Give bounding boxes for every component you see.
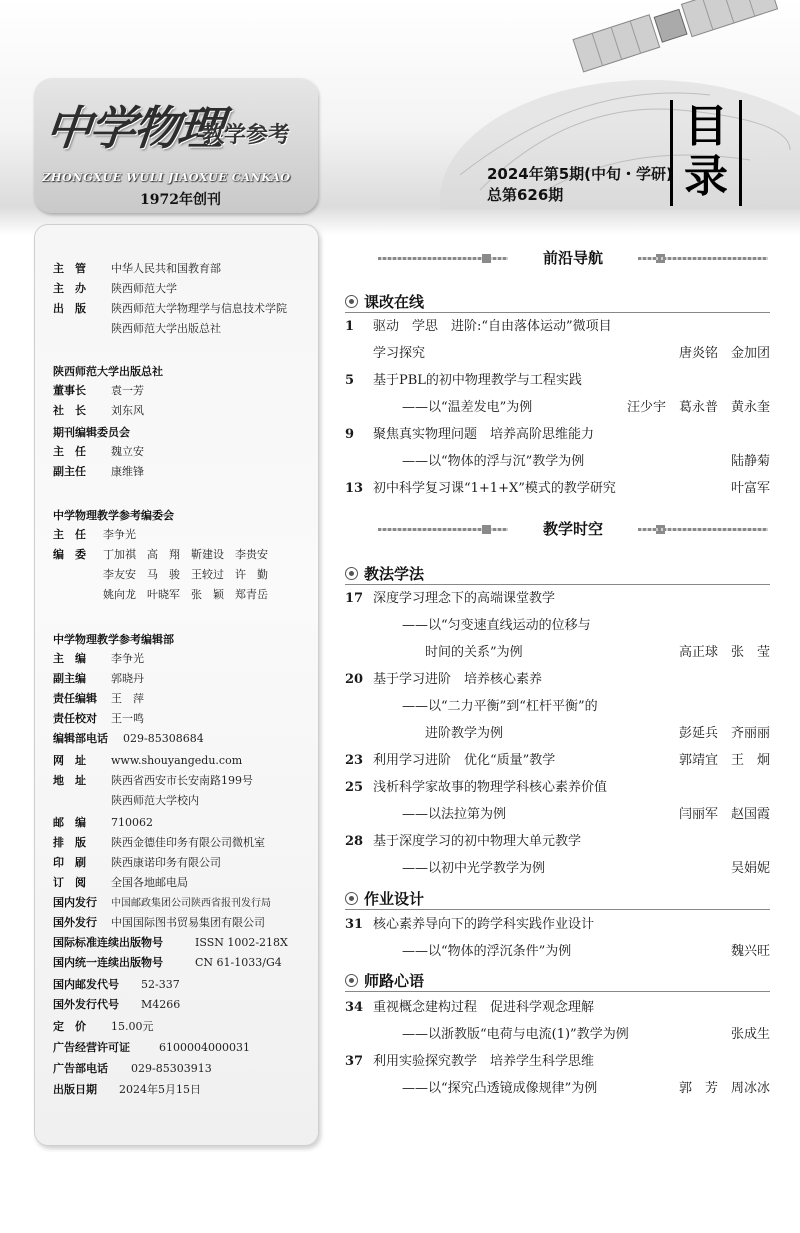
info-row (53, 261, 221, 276)
masthead-info-panel (34, 224, 319, 1146)
info-label: 编辑部电话 (53, 732, 108, 745)
info-value: 康维锋 (111, 465, 144, 478)
info-value: 全国各地邮电局 (111, 876, 188, 889)
info-row (53, 855, 221, 870)
info-value: CN 61-1033/G4 (195, 956, 282, 969)
info-row (53, 547, 268, 562)
article-authors: 彭延兵 齐丽丽 (678, 726, 770, 741)
info-row (53, 915, 265, 930)
article-authors: 郭靖宜 王 炯 (678, 753, 770, 768)
article-authors: 高正球 张 莹 (678, 645, 770, 660)
total-issue-number: 总第626期 (487, 186, 564, 204)
category-methods (345, 563, 424, 584)
info-label: 副主编 (53, 672, 86, 685)
info-value: 中国邮政集团公司陕西省报刊发行局 (111, 898, 271, 909)
info-row (53, 753, 242, 768)
article-subtitle: ——以“物体的浮沉条件”为例 (402, 944, 572, 959)
category-curriculum (345, 291, 424, 312)
info-value: 郭晓丹 (111, 672, 144, 685)
info-value: 15.00元 (111, 1020, 154, 1033)
divider (345, 909, 770, 910)
info-row (53, 977, 180, 992)
info-label: 国内统一连续出版物号 (53, 956, 163, 969)
info-row (53, 444, 144, 459)
info-label: 国内发行 (53, 896, 97, 909)
info-value: 6100004000031 (159, 1041, 250, 1054)
journal-logo-sub: 教学参考 (202, 123, 291, 148)
info-label: 主 任 (53, 528, 86, 541)
toc-entry[interactable] (345, 426, 770, 444)
article-authors: 叶富军 (730, 481, 770, 496)
page-number: 5 (345, 373, 355, 388)
info-value: 029-85303913 (131, 1062, 212, 1075)
bullet-circle-icon (345, 295, 358, 308)
page-number: 28 (345, 834, 364, 849)
info-row (53, 997, 180, 1012)
info-label: 主 编 (53, 652, 86, 665)
article-subtitle: ——以“物体的浮与沉”教学为例 (402, 454, 585, 469)
info-row (53, 567, 268, 582)
info-value: 陕西金德佳印务有限公司微机室 (111, 836, 265, 849)
toc-entry-continuation (345, 453, 770, 471)
page-number: 25 (345, 780, 364, 795)
toc-entry-continuation (345, 345, 770, 363)
info-value: 029-85308684 (123, 732, 204, 745)
article-title: 浅析科学家故事的物理学科核心素养价值 (373, 780, 608, 795)
article-title-line: 学习探究 (373, 346, 426, 361)
page-number: 9 (345, 427, 355, 442)
info-label: 订 阅 (53, 876, 86, 889)
toc-entry-continuation (345, 1026, 770, 1044)
info-label: 出版日期 (53, 1083, 97, 1096)
article-subtitle: 时间的关系”为例 (425, 645, 523, 660)
info-value: 陕西康诺印务有限公司 (111, 856, 221, 869)
toc-entry[interactable] (345, 833, 770, 851)
page-number: 13 (345, 481, 364, 496)
article-title: 基于深度学习的初中物理大单元教学 (373, 834, 582, 849)
category-label: 教法学法 (364, 565, 425, 583)
article-subtitle: ——以初中光学教学为例 (402, 861, 546, 876)
toc-entry-continuation (345, 806, 770, 824)
divider (345, 584, 770, 585)
article-title: 基于学习进阶 培养核心素养 (373, 672, 543, 687)
info-value: 魏立安 (111, 445, 144, 458)
article-title: 驱动 学思 进阶:“自由落体运动”微项目 (373, 319, 612, 334)
editorial-board-heading: 中学物理教学参考编委会 (53, 509, 174, 522)
info-label: 责任校对 (53, 712, 97, 725)
toc-entry[interactable] (345, 1053, 770, 1071)
article-title: 利用学习进阶 优化“质量”教学 (373, 753, 556, 768)
issue-number: 2024年第5期(中旬・学研) (487, 165, 673, 183)
info-label: 编 委 (53, 548, 86, 561)
info-label: 国外发行代号 (53, 998, 119, 1011)
article-subtitle: ——以“二力平衡”到“杠杆平衡”的 (402, 699, 598, 714)
info-label: 社 长 (53, 404, 86, 417)
category-label: 课改在线 (364, 293, 425, 311)
toc-entry-continuation (345, 725, 770, 743)
info-row (53, 773, 253, 788)
info-row (53, 527, 136, 542)
page-number: 17 (345, 591, 364, 606)
info-row (53, 651, 144, 666)
info-label: 主 管 (53, 262, 86, 275)
toc-entry-continuation (345, 943, 770, 961)
toc-entry[interactable] (345, 671, 770, 689)
article-title: 重视概念建构过程 促进科学观念理解 (373, 1000, 595, 1015)
info-row (53, 691, 144, 706)
divider (345, 991, 770, 992)
section-banner-frontier (378, 251, 768, 265)
toc-entry-continuation (345, 399, 770, 417)
bullet-circle-icon (345, 567, 358, 580)
bullet-circle-icon (345, 974, 358, 987)
info-value: 王一鸣 (111, 712, 144, 725)
contents-title (670, 100, 742, 206)
toc-entry-continuation (345, 617, 770, 635)
info-row (53, 464, 144, 479)
info-label: 出 版 (53, 302, 86, 315)
info-row (53, 301, 287, 316)
info-row (53, 793, 199, 808)
section-title-teaching: 教学时空 (539, 520, 607, 538)
page-number: 20 (345, 672, 364, 687)
info-row (53, 383, 144, 398)
info-value: 丁加祺 高 翔 靳建设 李贵安 (103, 548, 268, 561)
page-number: 31 (345, 917, 364, 932)
toc-entry[interactable] (345, 916, 770, 934)
info-row (53, 321, 221, 336)
article-subtitle: ——以法拉第为例 (402, 807, 507, 822)
publisher-heading: 陕西师范大学出版总社 (53, 365, 163, 378)
toc-entry[interactable] (345, 372, 770, 390)
article-title: 深度学习理念下的高端课堂教学 (373, 591, 556, 606)
info-label: 副主任 (53, 465, 86, 478)
info-row (53, 281, 177, 296)
info-row (53, 671, 144, 686)
category-mentor (345, 970, 424, 991)
article-authors: 郭 芳 周冰冰 (678, 1081, 770, 1096)
page-number: 37 (345, 1054, 364, 1069)
article-subtitle: ——以“探究凸透镜成像规律”为例 (402, 1081, 598, 1096)
article-title: 聚焦真实物理问题 培养高阶思维能力 (373, 427, 595, 442)
info-row (53, 403, 144, 418)
toc-entry[interactable] (345, 752, 770, 770)
article-title: 初中科学复习课“1+1+X”模式的教学研究 (373, 481, 616, 496)
article-title: 基于PBL的初中物理教学与工程实践 (373, 373, 582, 388)
bullet-circle-icon (345, 892, 358, 905)
info-value: 王 萍 (111, 692, 144, 705)
info-row (53, 875, 188, 890)
info-row (53, 895, 271, 911)
article-subtitle: ——以“匀变速直线运动的位移与 (402, 618, 591, 633)
info-label: 董事长 (53, 384, 86, 397)
toc-entry-continuation (345, 860, 770, 878)
category-label: 师路心语 (364, 972, 425, 990)
info-value: 陕西师范大学校内 (111, 794, 199, 807)
category-label: 作业设计 (364, 890, 425, 908)
founded-year: 1972年创刊 (140, 192, 221, 208)
info-label: 责任编辑 (53, 692, 97, 705)
journal-logo-main: 中学物理 (42, 101, 225, 155)
info-row (53, 955, 282, 970)
info-row (53, 711, 144, 726)
article-subtitle: 进阶教学为例 (425, 726, 504, 741)
info-row (53, 587, 268, 602)
info-label: 印 刷 (53, 856, 86, 869)
info-label: 定 价 (53, 1020, 86, 1033)
info-row (53, 1040, 250, 1055)
toc-entry[interactable] (345, 779, 770, 797)
contents-title-char-2: 录 (684, 151, 728, 202)
header-banner (0, 0, 800, 235)
info-value: 陕西师范大学物理学与信息技术学院 (111, 302, 287, 315)
info-label: 广告经营许可证 (53, 1041, 130, 1054)
toc-entry-continuation (345, 644, 770, 662)
info-label: 排 版 (53, 836, 86, 849)
page-number: 34 (345, 1000, 364, 1015)
article-title: 利用实验探究教学 培养学生科学思维 (373, 1054, 595, 1069)
info-label: 主 办 (53, 282, 86, 295)
info-row (53, 731, 204, 746)
article-authors: 张成生 (730, 1027, 770, 1042)
info-value: 姚向龙 叶晓军 张 颖 郑青岳 (103, 588, 268, 601)
info-row (53, 815, 153, 830)
committee-heading: 期刊编辑委员会 (53, 426, 130, 439)
info-value: 李争光 (103, 528, 136, 541)
section-title-frontier: 前沿导航 (539, 249, 607, 267)
article-title: 核心素养导向下的跨学科实践作业设计 (373, 917, 595, 932)
info-row (53, 1019, 154, 1034)
info-label: 地 址 (53, 774, 86, 787)
toc-entry-continuation (345, 698, 770, 716)
journal-logo-pinyin: ZHONGXUE WULI JIAOXUE CANKAO (42, 170, 291, 184)
toc-entry-continuation (345, 1080, 770, 1098)
article-authors: 闫丽军 赵国霞 (678, 807, 770, 822)
info-label: 网 址 (53, 754, 86, 767)
info-label: 国内邮发代号 (53, 978, 119, 991)
info-value: 710062 (111, 816, 153, 829)
info-value: 陕西师范大学出版总社 (111, 322, 221, 335)
info-row (53, 835, 265, 850)
info-value: 刘东风 (111, 404, 144, 417)
article-authors: 唐炎铭 金加团 (678, 346, 770, 361)
info-value: 中国国际图书贸易集团有限公司 (111, 916, 265, 929)
info-row (53, 1082, 201, 1097)
info-label: 邮 编 (53, 816, 86, 829)
toc-entry[interactable] (345, 318, 770, 336)
info-value: www.shouyangedu.com (111, 754, 243, 767)
editorial-dept-heading: 中学物理教学参考编辑部 (53, 633, 174, 646)
info-row (53, 935, 288, 950)
info-label: 主 任 (53, 445, 86, 458)
article-authors: 陆静菊 (730, 454, 770, 469)
info-value: 陕西师范大学 (111, 282, 177, 295)
info-value: 陕西省西安市长安南路199号 (111, 774, 253, 787)
info-value: 中华人民共和国教育部 (111, 262, 221, 275)
divider (345, 312, 770, 313)
page-number: 23 (345, 753, 364, 768)
article-subtitle: ——以浙教版“电荷与电流(1)”教学为例 (402, 1027, 629, 1042)
info-value: 李友安 马 骏 王较过 许 勤 (103, 568, 268, 581)
info-label: 广告部电话 (53, 1062, 108, 1075)
page-number: 1 (345, 319, 355, 334)
category-homework (345, 888, 424, 909)
contents-title-char-1: 目 (684, 101, 728, 152)
article-authors: 汪少宇 葛永普 黄永奎 (626, 400, 770, 415)
section-banner-teaching (378, 522, 768, 536)
info-row (53, 1061, 212, 1076)
toc-entry[interactable] (345, 590, 770, 608)
info-value: ISSN 1002-218X (195, 936, 288, 949)
article-authors: 吴娟妮 (730, 861, 770, 876)
article-authors: 魏兴旺 (730, 944, 770, 959)
article-subtitle: ——以“温差发电”为例 (402, 400, 533, 415)
info-value: 2024年5月15日 (119, 1083, 201, 1096)
info-value: 52-337 (141, 978, 180, 991)
info-label: 国际标准连续出版物号 (53, 936, 163, 949)
info-label: 国外发行 (53, 916, 97, 929)
info-value: 李争光 (111, 652, 144, 665)
toc-entry[interactable] (345, 480, 770, 498)
toc-entry[interactable] (345, 999, 770, 1017)
masthead-logo-block (34, 78, 318, 213)
info-value: 袁一芳 (111, 384, 144, 397)
info-value: M4266 (141, 998, 181, 1011)
